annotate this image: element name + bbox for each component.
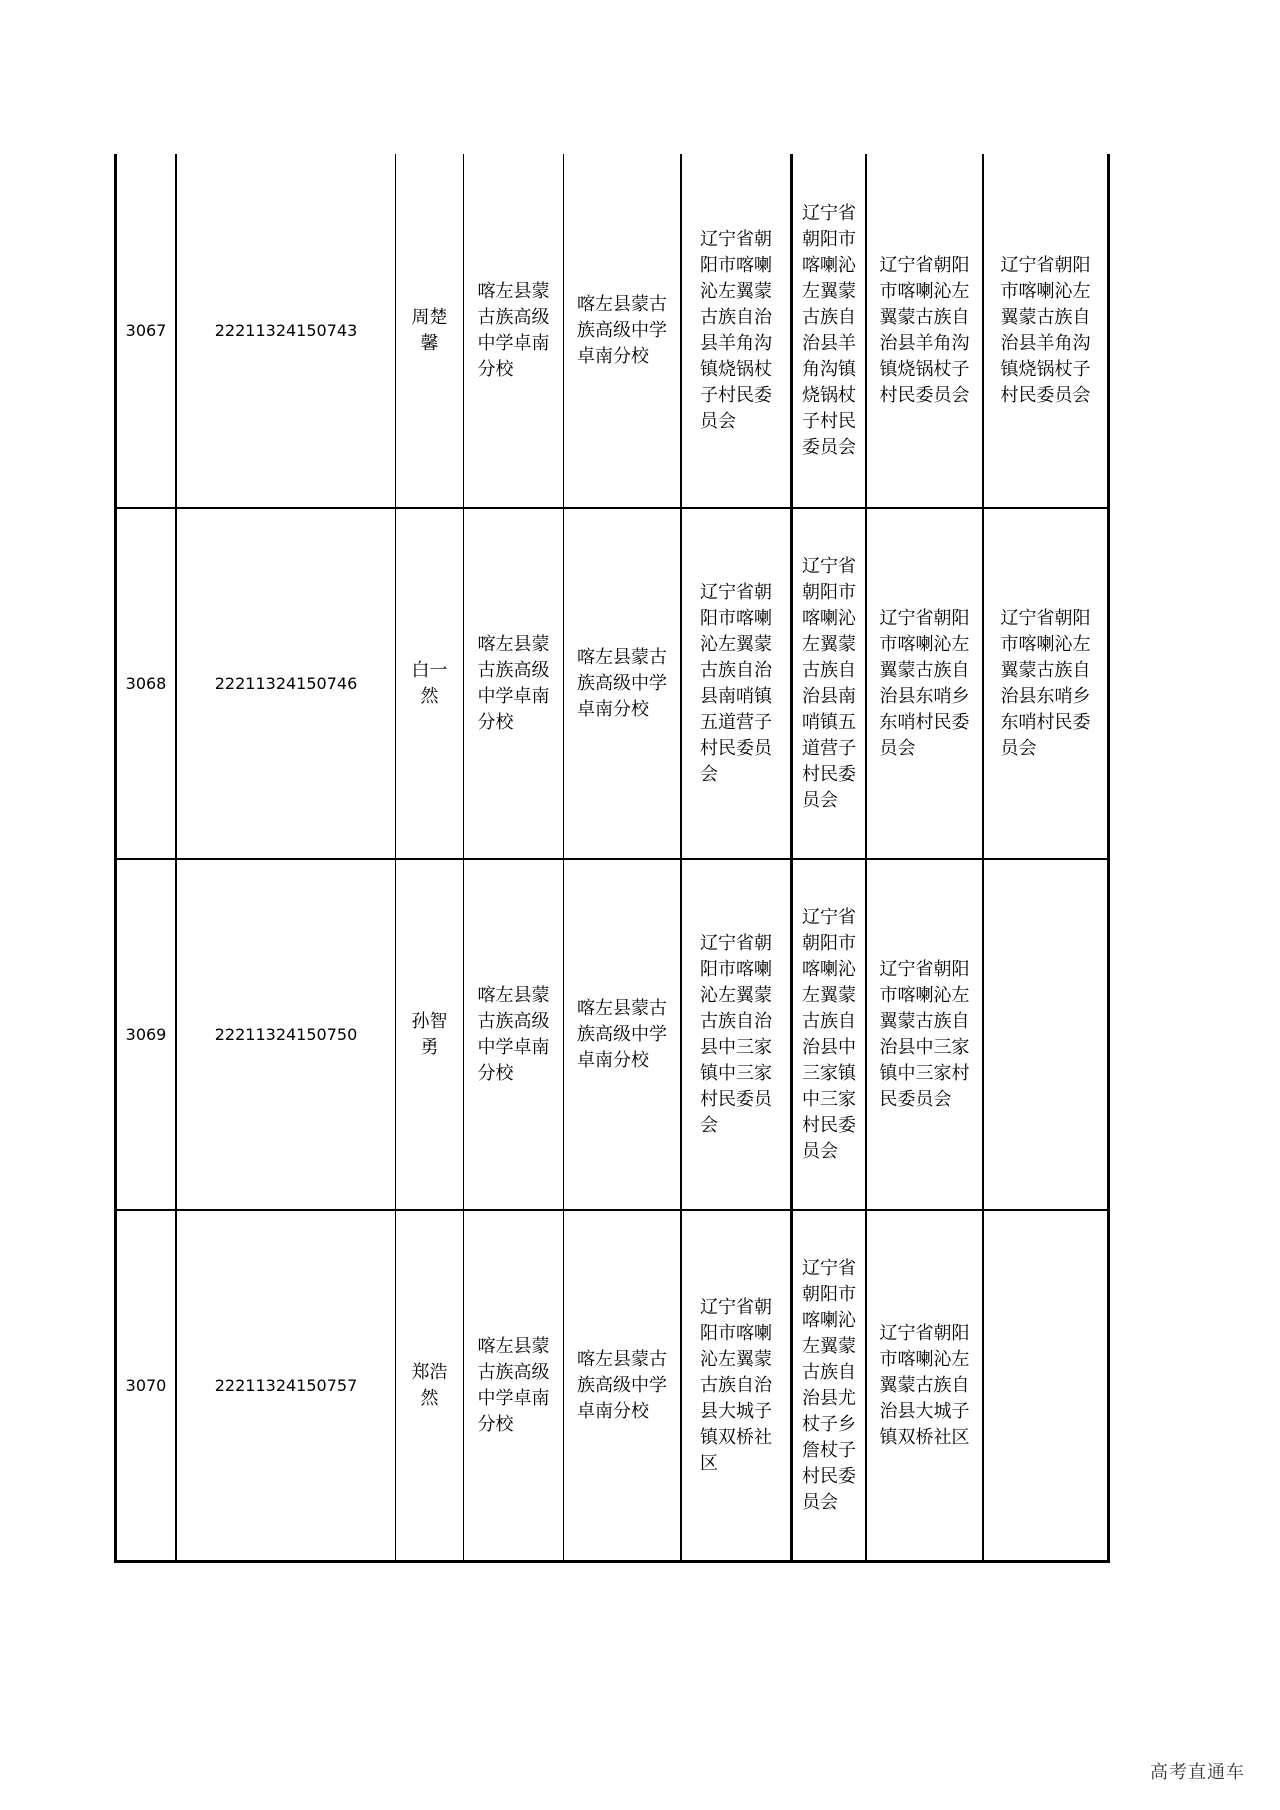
- school-cell: [464, 509, 563, 858]
- school-name: 喀左县蒙古 族高级中学 卓南分校: [577, 1348, 667, 1422]
- address-cell: [682, 860, 790, 1209]
- address-text: 辽宁省朝阳 市喀喇沁左 翼蒙古族自 治县羊角沟 镇烧锅杖子 村民委员会: [1000, 254, 1091, 406]
- school-name: 喀左县蒙 古族高级 中学卓南 分校: [477, 280, 550, 380]
- address-text: 辽宁省朝 阳市喀喇 沁左翼蒙 古族自治 县大城子 镇双桥社 区: [700, 1296, 772, 1474]
- school-cell: [564, 860, 680, 1209]
- address-cell: [867, 509, 982, 858]
- school-cell: [464, 154, 563, 507]
- school-name: 喀左县蒙 古族高级 中学卓南 分校: [477, 1335, 550, 1435]
- seq-number: 3068: [125, 673, 167, 693]
- exam-number-cell: [177, 154, 395, 507]
- exam-number: 22211324150743: [214, 320, 358, 340]
- exam-number-cell: [177, 860, 395, 1209]
- address-text: 辽宁省朝 阳市喀喇 沁左翼蒙 古族自治 县羊角沟 镇烧锅杖 子村民委 员会: [700, 228, 772, 432]
- address-text: 辽宁省朝阳 市喀喇沁左 翼蒙古族自 治县东哨乡 东哨村民委 员会: [1000, 607, 1091, 759]
- address-text: 辽宁省 朝阳市 喀喇沁 左翼蒙 古族自 治县羊 角沟镇 烧锅杖 子村民 委员会: [802, 202, 856, 458]
- student-name: 周楚 馨: [411, 306, 448, 354]
- school-cell: [464, 860, 563, 1209]
- address-cell: [793, 860, 865, 1209]
- address-cell: [793, 154, 865, 507]
- address-text: 辽宁省朝 阳市喀喇 沁左翼蒙 古族自治 县南哨镇 五道营子 村民委员 会: [700, 581, 772, 785]
- exam-number-cell: [177, 1211, 395, 1560]
- school-name: 喀左县蒙古 族高级中学 卓南分校: [577, 997, 667, 1071]
- school-name: 喀左县蒙 古族高级 中学卓南 分校: [477, 633, 550, 733]
- address-text: 辽宁省朝阳 市喀喇沁左 翼蒙古族自 治县羊角沟 镇烧锅杖子 村民委员会: [879, 254, 970, 406]
- address-cell: [867, 154, 982, 507]
- student-name-cell: [396, 1211, 463, 1560]
- address-text: 辽宁省朝 阳市喀喇 沁左翼蒙 古族自治 县中三家 镇中三家 村民委员 会: [700, 932, 772, 1136]
- address-text: 辽宁省朝阳 市喀喇沁左 翼蒙古族自 治县大城子 镇双桥社区: [879, 1322, 970, 1448]
- school-name: 喀左县蒙古 族高级中学 卓南分校: [577, 646, 667, 720]
- student-name-cell: [396, 509, 463, 858]
- seq-number: 3067: [125, 320, 167, 340]
- address-text: 辽宁省朝阳 市喀喇沁左 翼蒙古族自 治县东哨乡 东哨村民委 员会: [879, 607, 970, 759]
- address-cell: [867, 860, 982, 1209]
- admission-table: [114, 154, 1110, 1563]
- student-name-cell: [396, 154, 463, 507]
- address-text: 辽宁省 朝阳市 喀喇沁 左翼蒙 古族自 治县尤 杖子乡 詹杖子 村民委 员会: [802, 1257, 856, 1513]
- exam-number: 22211324150750: [214, 1024, 358, 1044]
- school-name: 喀左县蒙 古族高级 中学卓南 分校: [477, 984, 550, 1084]
- seq-cell: [117, 509, 175, 858]
- address-cell: [682, 509, 790, 858]
- student-name-cell: [396, 860, 463, 1209]
- seq-number: 3069: [125, 1024, 167, 1044]
- address-cell: [793, 509, 865, 858]
- address-cell: [682, 154, 790, 507]
- address-cell: [984, 1211, 1107, 1560]
- school-name: 喀左县蒙古 族高级中学 卓南分校: [577, 293, 667, 367]
- watermark-text: 高考直通车: [1150, 1762, 1245, 1783]
- school-cell: [564, 1211, 680, 1560]
- school-cell: [564, 154, 680, 507]
- seq-cell: [117, 154, 175, 507]
- address-text: 辽宁省 朝阳市 喀喇沁 左翼蒙 古族自 治县中 三家镇 中三家 村民委 员会: [802, 906, 856, 1162]
- seq-cell: [117, 1211, 175, 1560]
- seq-number: 3070: [125, 1375, 167, 1395]
- student-name: 白一 然: [411, 659, 448, 707]
- address-cell: [867, 1211, 982, 1560]
- seq-cell: [117, 860, 175, 1209]
- exam-number-cell: [177, 509, 395, 858]
- address-cell: [984, 860, 1107, 1209]
- student-name: 孙智 勇: [411, 1010, 448, 1058]
- school-cell: [464, 1211, 563, 1560]
- address-cell: [984, 509, 1107, 858]
- address-cell: [682, 1211, 790, 1560]
- address-cell: [984, 154, 1107, 507]
- address-cell: [793, 1211, 865, 1560]
- exam-number: 22211324150746: [214, 673, 358, 693]
- table-border-bottom: [114, 1560, 1110, 1563]
- school-cell: [564, 509, 680, 858]
- exam-number: 22211324150757: [214, 1375, 358, 1395]
- address-text: 辽宁省 朝阳市 喀喇沁 左翼蒙 古族自 治县南 哨镇五 道营子 村民委 员会: [802, 555, 856, 811]
- address-text: 辽宁省朝阳 市喀喇沁左 翼蒙古族自 治县中三家 镇中三家村 民委员会: [879, 958, 970, 1110]
- student-name: 郑浩 然: [411, 1361, 448, 1409]
